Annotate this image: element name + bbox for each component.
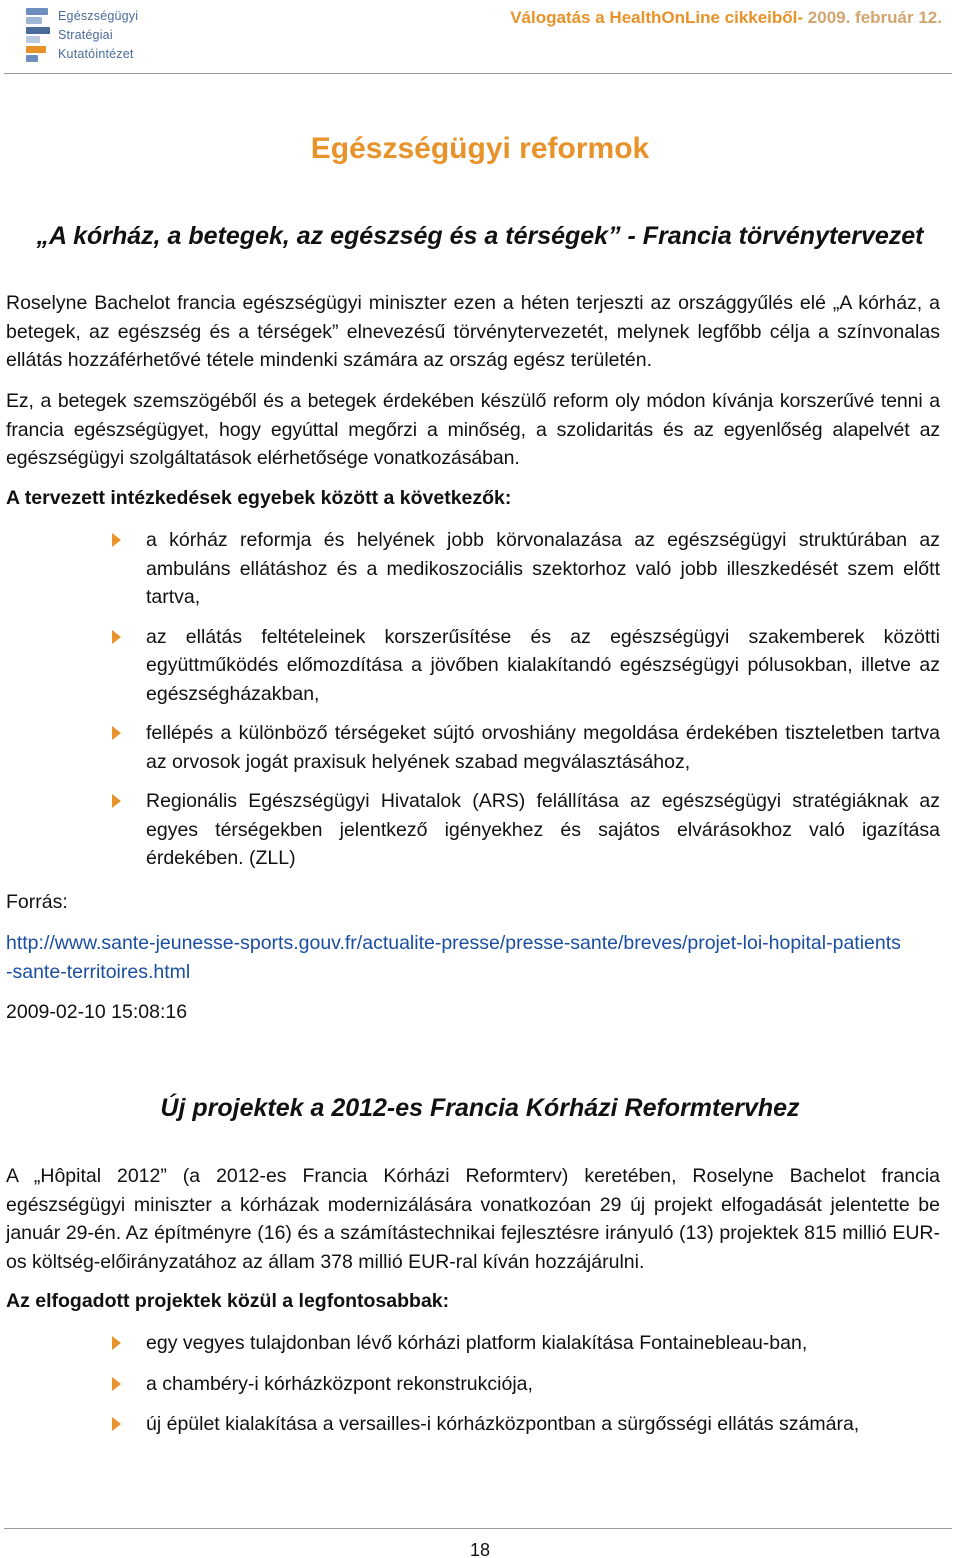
article1-list-heading: A tervezett intézkedések egyebek között a következők: — [6, 487, 512, 509]
arrow-right-icon — [112, 1377, 121, 1391]
page-number: 18 — [469, 1540, 491, 1558]
arrow-right-icon — [112, 533, 121, 547]
list-item-text: új épület kialakítása a versailles-i kórházközpontban a sürgősségi ellátás számára, — [146, 1413, 860, 1435]
logo-line-3: Kutatóintézet — [58, 47, 134, 61]
header-title-text: Válogatás a HealthOnLine cikkeiből- — [510, 8, 808, 27]
article2-projects-list — [112, 1329, 940, 1439]
list-item — [112, 1329, 940, 1358]
section-title: Egészségügyi reformok — [310, 132, 650, 165]
arrow-right-icon — [112, 726, 121, 740]
list-item — [112, 1370, 940, 1399]
institute-logo — [26, 5, 139, 63]
list-item — [112, 719, 940, 776]
list-item-text: az ellátás feltételeinek korszerűsítése és az egészségügyi szakemberek közötti együttműködés előmozdítása a jövőben kialakítandó egészségügyi pólusokban, illetve az egészségházakban, — [146, 625, 940, 705]
article2-list-heading: Az elfogadott projektek közül a legfontosabbak: — [6, 1290, 450, 1312]
article1-paragraph-2: Ez, a betegek szemszögéből és a betegek érdekében készülő reform oly módon kívánja korszerűvé tenni a francia egészségügyet, hogy egyúttal megőrzi a minőség, a szolidaritás és az egyenlőség alapelvét az egészségügyi szolgáltatások elérhetősége vonatkozásában. — [6, 390, 940, 469]
arrow-right-icon — [112, 794, 121, 808]
list-item-text: egy vegyes tulajdonban lévő kórházi platform kialakítása Fontainebleau-ban, — [146, 1332, 808, 1354]
list-item — [112, 787, 940, 873]
arrow-right-icon — [112, 1417, 121, 1431]
logo-text — [58, 7, 138, 64]
list-item — [112, 526, 940, 612]
source-link[interactable]: http://www.sante-jeunesse-sports.gouv.fr/actualite-presse/presse-sante/breves/projet-loi-hopital-patients-sante-territoires.html — [6, 932, 901, 983]
list-item — [112, 623, 940, 709]
footer-divider — [4, 1528, 952, 1529]
list-item-text: Regionális Egészségügyi Hivatalok (ARS) felállítása az egészségügyi stratégiáknak az egyes térségekben jelentkező igényekhez és sajátos elvárásokhoz való igazítása érdekében. (ZLL) — [146, 790, 940, 869]
logo-bars-icon — [26, 5, 54, 63]
article1-measures-list — [112, 526, 940, 873]
page-header — [0, 0, 960, 76]
logo-line-2: Stratégiai — [58, 28, 113, 42]
article1-title: „A kórház, a betegek, az egészség és a térségek” - Francia törvénytervezet — [36, 222, 924, 250]
article2-paragraph-1: A „Hôpital 2012” (a 2012-es Francia Kórházi Reformterv) keretében, Roselyne Bachelot francia egészségügyi miniszter a kórházak modernizálására vonatkozóan 29 új projekt elfogadását jelentette be január 29-én. Az építményre (16) és a számítástechnikai fejlesztésre irányuló (13) projektek 815 millió EUR-os költség-előirányzatához az állam 378 millió EUR-ral kíván hozzájárulni. — [6, 1165, 940, 1273]
article1-timestamp: 2009-02-10 15:08:16 — [6, 1001, 188, 1023]
header-divider — [4, 73, 952, 74]
article1-paragraph-1: Roselyne Bachelot francia egészségügyi miniszter ezen a héten terjeszti az országgyűlés elé „A kórház, a betegek, az egészség és a térségek” elnevezésű törvénytervezetét, melynek legfőbb célja a színvonalas ellátás hozzáférhetővé tétele mindenki számára az ország egész területén. — [6, 292, 940, 371]
article2-title: Új projektek a 2012-es Francia Kórházi Reformtervhez — [160, 1094, 800, 1122]
list-item-text: a chambéry-i kórházközpont rekonstrukciója, — [146, 1372, 533, 1395]
header-date: 2009. február 12. — [807, 8, 942, 27]
header-title — [510, 8, 942, 28]
arrow-right-icon — [112, 1336, 121, 1350]
list-item-text: a kórház reformja és helyének jobb körvonalazása az egészségügyi struktúrában az ambuláns ellátáshoz és a medikoszociális szektorhoz való jobb illeszkedését szem előtt tartva, — [146, 529, 940, 608]
logo-line-1: Egészségügyi — [58, 9, 139, 23]
arrow-right-icon — [112, 630, 121, 644]
source-label: Forrás: — [6, 891, 68, 913]
list-item — [112, 1410, 940, 1439]
list-item-text: fellépés a különböző térségeket sújtó orvoshiány megoldása érdekében tiszteletben tartva az orvosok jogát praxisuk helyének szabad megválasztásához, — [146, 722, 940, 773]
